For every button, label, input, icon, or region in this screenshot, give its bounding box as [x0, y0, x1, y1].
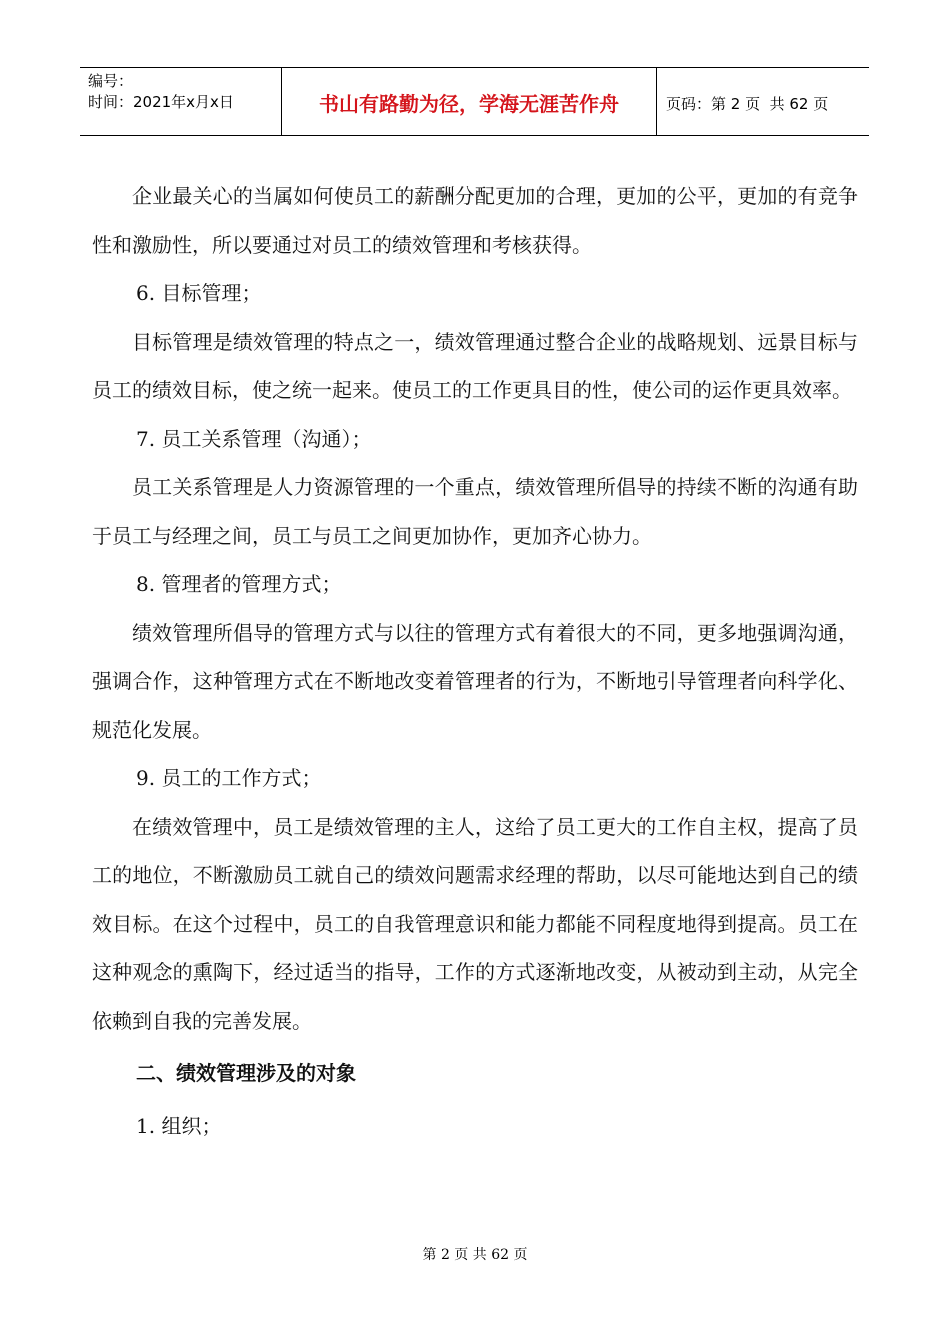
page-header: [80, 67, 869, 136]
header-page-info: 页码：第 2 页 共 62 页: [666, 95, 829, 113]
list-heading-1: 1. 组织；: [136, 1113, 222, 1138]
list-heading-8: 8. 管理者的管理方式；: [136, 572, 342, 596]
list-heading-7: 7. 员工关系管理（沟通）；: [136, 426, 372, 451]
body-paragraph: 员工关系管理是人力资源管理的一个重点，绩效管理所倡导的持续不断的沟通有助于员工与经理之间，员工与员工之间更加协作，更加齐心协力。: [92, 475, 858, 548]
list-heading-9: 9. 员工的工作方式；: [136, 766, 322, 790]
header-number-label: 编号：: [88, 72, 134, 90]
list-heading-6: 6. 目标管理；: [136, 281, 262, 305]
header-divider-right: [656, 68, 657, 135]
document-body: [92, 172, 858, 1150]
header-time-label: 时间：2021年x月x日: [88, 93, 234, 111]
body-paragraph: 在绩效管理中，员工是绩效管理的主人，这给了员工更大的工作自主权，提高了员工的地位，不断激励员工就自己的绩效问题需求经理的帮助，以尽可能地达到自己的绩效目标。在这个过程中，员工的自我管理意识和能力都能不同程度地得到提高。员工在这种观念的熏陶下，经过适当的指导，工作的方式逐渐地改变，从被动到主动，从完全依赖到自我的完善发展。: [92, 814, 858, 1033]
section-heading: 二、绩效管理涉及的对象: [136, 1061, 356, 1085]
header-meta: [88, 71, 283, 113]
body-paragraph: 目标管理是绩效管理的特点之一，绩效管理通过整合企业的战略规划、远景目标与员工的绩效目标，使之统一起来。使员工的工作更具目的性，使公司的运作更具效率。: [92, 329, 858, 402]
page-footer: 第 2 页 共 62 页: [422, 1247, 528, 1263]
body-paragraph: 企业最关心的当属如何使员工的薪酬分配更加的合理，更加的公平，更加的有竞争性和激励性，所以要通过对员工的绩效管理和考核获得。: [92, 184, 858, 257]
header-motto: 书山有路勤为径，学海无涯苦作舟: [319, 92, 619, 116]
body-paragraph: 绩效管理所倡导的管理方式与以往的管理方式有着很大的不同，更多地强调沟通，强调合作，这种管理方式在不断地改变着管理者的行为，不断地引导管理者向科学化、规范化发展。: [92, 620, 858, 742]
